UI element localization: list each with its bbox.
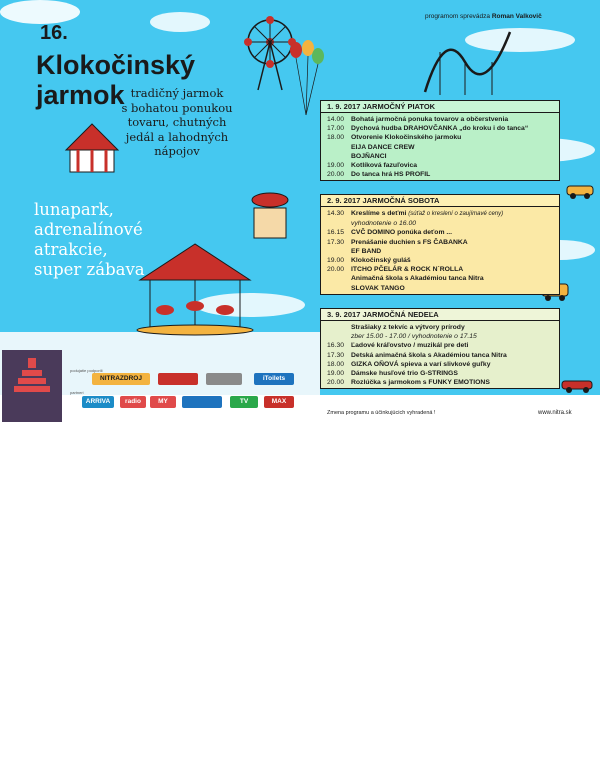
event-time [327,332,351,341]
event-description: Prenášanie duchien s FS ČABANKA [351,238,468,246]
edition-number: 16. [40,22,68,44]
event-row [327,143,553,152]
event-note: (súťaž o kreslení o zaujímavé ceny) [408,211,504,217]
event-title: Kreslíme s deťmi [351,210,407,217]
tagline-line-2: s bohatou ponukou [121,100,233,115]
organizer-credit [425,13,542,20]
sponsor-my: MY [150,396,176,408]
event-row [327,124,553,133]
event-time [327,274,351,283]
event-time: 14.00 [327,116,345,123]
event-row [327,323,553,332]
website-link[interactable]: www.nitra.sk [538,410,572,416]
event-row [327,265,553,274]
event-time: 17.00 [327,125,345,133]
event-row [327,341,553,350]
rollercoaster-illustration [420,22,515,97]
attractions-line-2: adrenalínové [34,220,143,239]
event-title-line-1: Klokočinský [36,50,196,80]
program-change-note: Zmena programu a účinkujúcich vyhradená ! [327,410,436,416]
tagline-line-3: tovaru, chutných [127,115,227,129]
event-description [351,209,553,219]
event-row [327,228,553,237]
event-description: ITCHO PČELÁR & ROCK N´ROLLA [351,266,464,274]
event-row [327,133,553,142]
event-time: 17.30 [327,351,345,359]
tagline-line-4: jedál a lahodných [125,129,229,144]
day-heading: 3. 9. 2017 JARMOČNÁ NEDEĽA [321,309,559,321]
event-row [327,274,553,283]
event-description: vyhodnotenie o 16.00 [351,220,417,228]
event-description: EIJA DANCE CREW [351,143,415,151]
event-row [327,238,553,247]
event-description: zber 15.00 - 17.00 / vyhodnotenie o 17.15 [351,333,477,341]
day-events [321,113,559,180]
nitra-city-name: NITRA [20,748,49,757]
event-time: 20.00 [327,171,345,179]
event-time: 20.00 [327,379,345,387]
day-heading: 2. 9. 2017 JARMOČNÁ SOBOTA [321,195,559,207]
event-time: 14.30 [327,210,345,217]
sponsor-logo-red [158,373,198,385]
event-row [327,170,553,179]
event-row [327,369,553,378]
event-time: 18.00 [327,134,345,142]
day-events [321,321,559,388]
program-day-friday [320,100,560,181]
attractions-line-4: super zábava [34,260,145,279]
event-time: 17.30 [327,238,345,246]
event-description: Klokočinský guláš [351,257,411,265]
tagline-line-5: nápojov [154,144,200,158]
attractions-line-1: lunapark, [34,200,114,219]
tagline-line-1: tradičný jarmok [130,86,224,100]
tent-illustration [62,120,122,175]
carousel-illustration [130,240,260,335]
sponsor-itoilets: iToilets [254,373,294,385]
nitra-emblem-icon [12,356,52,396]
event-description: Rozlúčka s jarmokom s FUNKY EMOTIONS [351,379,490,387]
event-time: 20.00 [327,266,345,274]
event-time [327,323,351,332]
day-heading: 1. 9. 2017 JARMOČNÝ PIATOK [321,101,559,113]
event-time [327,143,351,152]
attractions-line-3: atrakcie, [34,240,108,259]
event-row [327,219,553,228]
event-time: 16.15 [327,229,345,237]
event-description: BOJŇANCI [351,152,387,160]
program-day-sunday [320,308,560,389]
event-description: Dámske husľové trio G-STRINGS [351,370,458,378]
event-row [327,247,553,256]
organizer-prefix: programom sprevádza [425,13,491,20]
sponsors-label: podujatie podporili [70,368,103,373]
event-row [327,152,553,161]
event-description: Do tanca hrá HS PROFIL [351,171,431,179]
attractions-text [34,200,145,280]
event-description: SLOVAK TANGO [351,284,405,292]
event-description: Bohatá jarmočná ponuka tovarov a občerstvenia [351,116,509,123]
event-description: Detská animačná škola s Akadémiou tanca Nitra [351,351,507,359]
event-row [327,115,553,124]
convertible-car-illustration [560,375,594,393]
event-row [327,360,553,369]
event-title-line-2: jarmok [36,80,125,110]
hotdog-stand-illustration [248,190,292,240]
event-time [327,219,351,228]
event-time: 19.00 [327,257,345,265]
event-row [327,161,553,170]
partners-label: partneri [70,390,84,395]
program-day-saturday [320,194,560,295]
event-description: CVČ DOMINO ponúka deťom ... [351,229,453,237]
event-description: Animačná škola s Akadémiou tanca Nitra [351,275,484,283]
sponsor-radio: radio [120,396,146,408]
event-description: Kotlíková fazuľovica [351,162,418,170]
sponsor-arriva: ARRIVA [82,396,114,408]
event-row [327,209,553,219]
sponsor-max: MAX [264,396,294,408]
event-row [327,351,553,360]
car-illustration [565,180,595,200]
event-time [327,247,351,256]
event-description: Ľadové kráľovstvo / muzikál pre deti [351,342,469,350]
event-time: 19.00 [327,162,345,170]
sponsor-logo-grey [206,373,242,385]
event-description: Strašiaky z tekvíc a výtvory prírody [351,324,465,331]
event-time: 16.30 [327,342,345,350]
event-description: EF BAND [351,247,382,255]
event-description: Dychová hudba DRAHOVČANKA „do kroku i do tanca“ [351,125,529,133]
event-time: 19.00 [327,370,345,378]
nitra-city-logo [2,350,62,757]
event-row [327,256,553,265]
event-time: 18.00 [327,360,345,368]
sponsor-tv: TV [230,396,258,408]
day-events [321,207,559,294]
event-row [327,332,553,341]
event-row [327,284,553,293]
event-description: Otvorenie Klokočinského jarmoku [351,134,462,142]
organizer-name: Roman Valkovič [491,13,542,20]
event-time [327,152,351,161]
event-time [327,284,351,293]
tagline [118,86,236,159]
event-description: GIZKA OŇOVÁ spieva a varí slivkové guľky [351,360,491,368]
sponsor-nitrazdroj: NITRAZDROJ [92,373,150,385]
event-row [327,378,553,387]
sponsor-logo-blue [182,396,222,408]
